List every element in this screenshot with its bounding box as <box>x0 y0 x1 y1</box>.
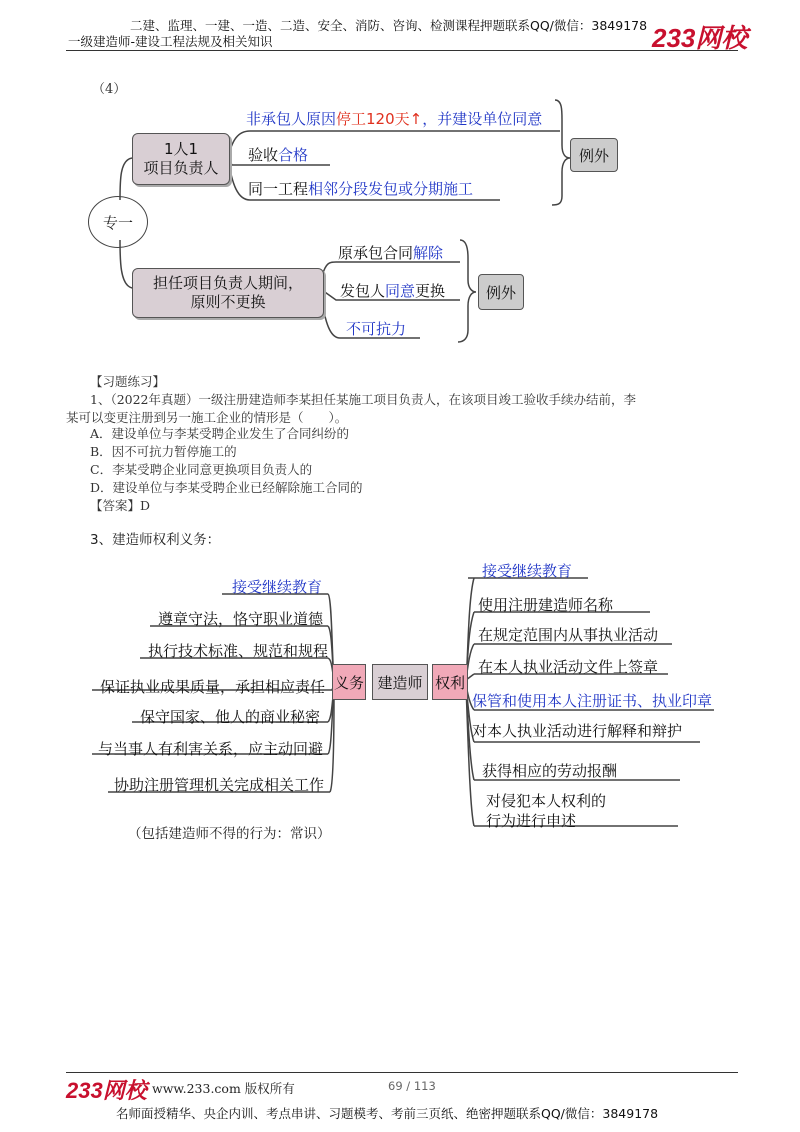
lower-b2-a: 发包人 <box>340 282 386 300</box>
right-item-3: 在本人执业活动文件上签章 <box>478 658 659 676</box>
exercise-title: 【习题练习】 <box>90 374 166 389</box>
right-item-7a: 对侵犯本人权利的 <box>486 792 607 810</box>
exercise-option-d: D．建设单位与李某受聘企业已经解除施工合同的 <box>90 480 363 495</box>
footer-promo-text: 名师面授精华、央企内训、考点串讲、习题模考、考前三页纸、绝密押题联系QQ/微信：3849178 <box>116 1106 659 1121</box>
duty-item-0: 接受继续教育 <box>232 578 323 596</box>
lower-branch-contract-terminated <box>338 242 443 263</box>
upper-node-line2: 项目负责人 <box>143 159 219 177</box>
right-item-4: 保管和使用本人注册证书、执业印章 <box>472 692 713 710</box>
lower-node-line2: 原则不更换 <box>190 293 266 311</box>
exercise-option-a: A．建设单位与李某受聘企业发生了合同纠纷的 <box>90 426 350 441</box>
right-item-6: 获得相应的劳动报酬 <box>482 762 618 780</box>
upper-branch-same-project <box>248 178 473 199</box>
upper-node-line1: 1人1 <box>163 140 199 158</box>
footer-logo: 233网校 <box>66 1078 147 1103</box>
duty-item-1: 遵章守法，恪守职业道德 <box>158 610 324 628</box>
root-node-label: 专一 <box>102 213 133 232</box>
right-item-1: 使用注册建造师名称 <box>478 596 614 614</box>
upper-exception-box <box>570 138 618 172</box>
lower-b2-c: 更换 <box>415 282 446 300</box>
upper-b1-a: 非承包人原因 <box>246 110 337 128</box>
right-item-5: 对本人执业活动进行解释和辩护 <box>472 722 683 740</box>
duty-item-3: 保证执业成果质量，承担相应责任 <box>100 678 326 696</box>
section3-heading: 3、建造师权利义务： <box>90 532 221 548</box>
upper-branch-acceptance <box>248 144 308 165</box>
lower-branch-force-majeure: 不可抗力 <box>346 320 407 338</box>
center-label: 建造师 <box>377 673 423 692</box>
section3-note: （包括建造师不得的行为：常识） <box>128 826 331 842</box>
duty-item-2: 执行技术标准、规范和规程 <box>148 642 329 660</box>
root-node-zhuanyi <box>88 196 148 248</box>
upper-b2-b: 合格 <box>278 146 309 164</box>
duty-item-4: 保守国家、他人的商业秘密 <box>140 708 321 726</box>
right-box <box>432 664 468 700</box>
exercise-question-line2: 某可以变更注册到另一施工企业的情形是（ ）。 <box>66 410 348 425</box>
upper-b2-a: 验收 <box>248 146 279 164</box>
exercise-option-c: C．李某受聘企业同意更换项目负责人的 <box>90 462 313 477</box>
upper-b1-b: 停工120天↑ <box>336 110 423 128</box>
right-label: 权利 <box>434 673 465 692</box>
footer-page-number: 69 / 113 <box>388 1079 436 1093</box>
duty-item-5: 与当事人有利害关系，应主动回避 <box>98 740 324 758</box>
exercise-question-line1: 1、（2022年真题）一级注册建造师李某担任某施工项目负责人，在该项目竣工验收手续办结前，李 <box>90 392 637 407</box>
lower-node-no-change <box>132 268 324 318</box>
footer-divider <box>66 1072 738 1073</box>
footer-site: www.233.com 版权所有 <box>152 1081 295 1096</box>
upper-branch-suspension <box>246 108 542 129</box>
section4-label: （4） <box>92 82 127 97</box>
upper-node-one-person <box>132 133 230 185</box>
lower-b1-b: 解除 <box>413 244 444 262</box>
upper-b3-a: 同一工程 <box>248 180 309 198</box>
lower-b1-a: 原承包合同 <box>338 244 414 262</box>
right-item-7b: 行为进行申述 <box>486 812 577 830</box>
lower-exception-box <box>478 274 524 310</box>
duty-item-6: 协助注册管理机关完成相关工作 <box>114 776 325 794</box>
center-box-jianzaoshi <box>372 664 428 700</box>
exercise-answer: 【答案】D <box>90 498 151 513</box>
upper-b1-c: ，并建设单位同意 <box>422 110 543 128</box>
lower-b2-b: 同意 <box>385 282 416 300</box>
lower-branch-employer-agrees <box>340 280 445 301</box>
header-course-title: 一级建造师-建设工程法规及相关知识 <box>68 34 273 49</box>
right-item-0: 接受继续教育 <box>482 562 573 580</box>
upper-exception-label: 例外 <box>578 146 609 165</box>
upper-b3-b: 相邻分段发包或分期施工 <box>308 180 474 198</box>
lower-exception-label: 例外 <box>485 283 516 302</box>
header-promo-text: 二建、监理、一建、一造、二造、安全、消防、咨询、检测课程押题联系QQ/微信：3849178 <box>130 18 648 33</box>
lower-node-line1: 担任项目负责人期间， <box>152 274 303 292</box>
header-logo: 233网校 <box>652 23 748 53</box>
duty-box <box>332 664 366 700</box>
duty-label: 义务 <box>333 673 364 692</box>
exercise-option-b: B．因不可抗力暂停施工的 <box>90 444 237 459</box>
right-item-2: 在规定范围内从事执业活动 <box>478 626 659 644</box>
